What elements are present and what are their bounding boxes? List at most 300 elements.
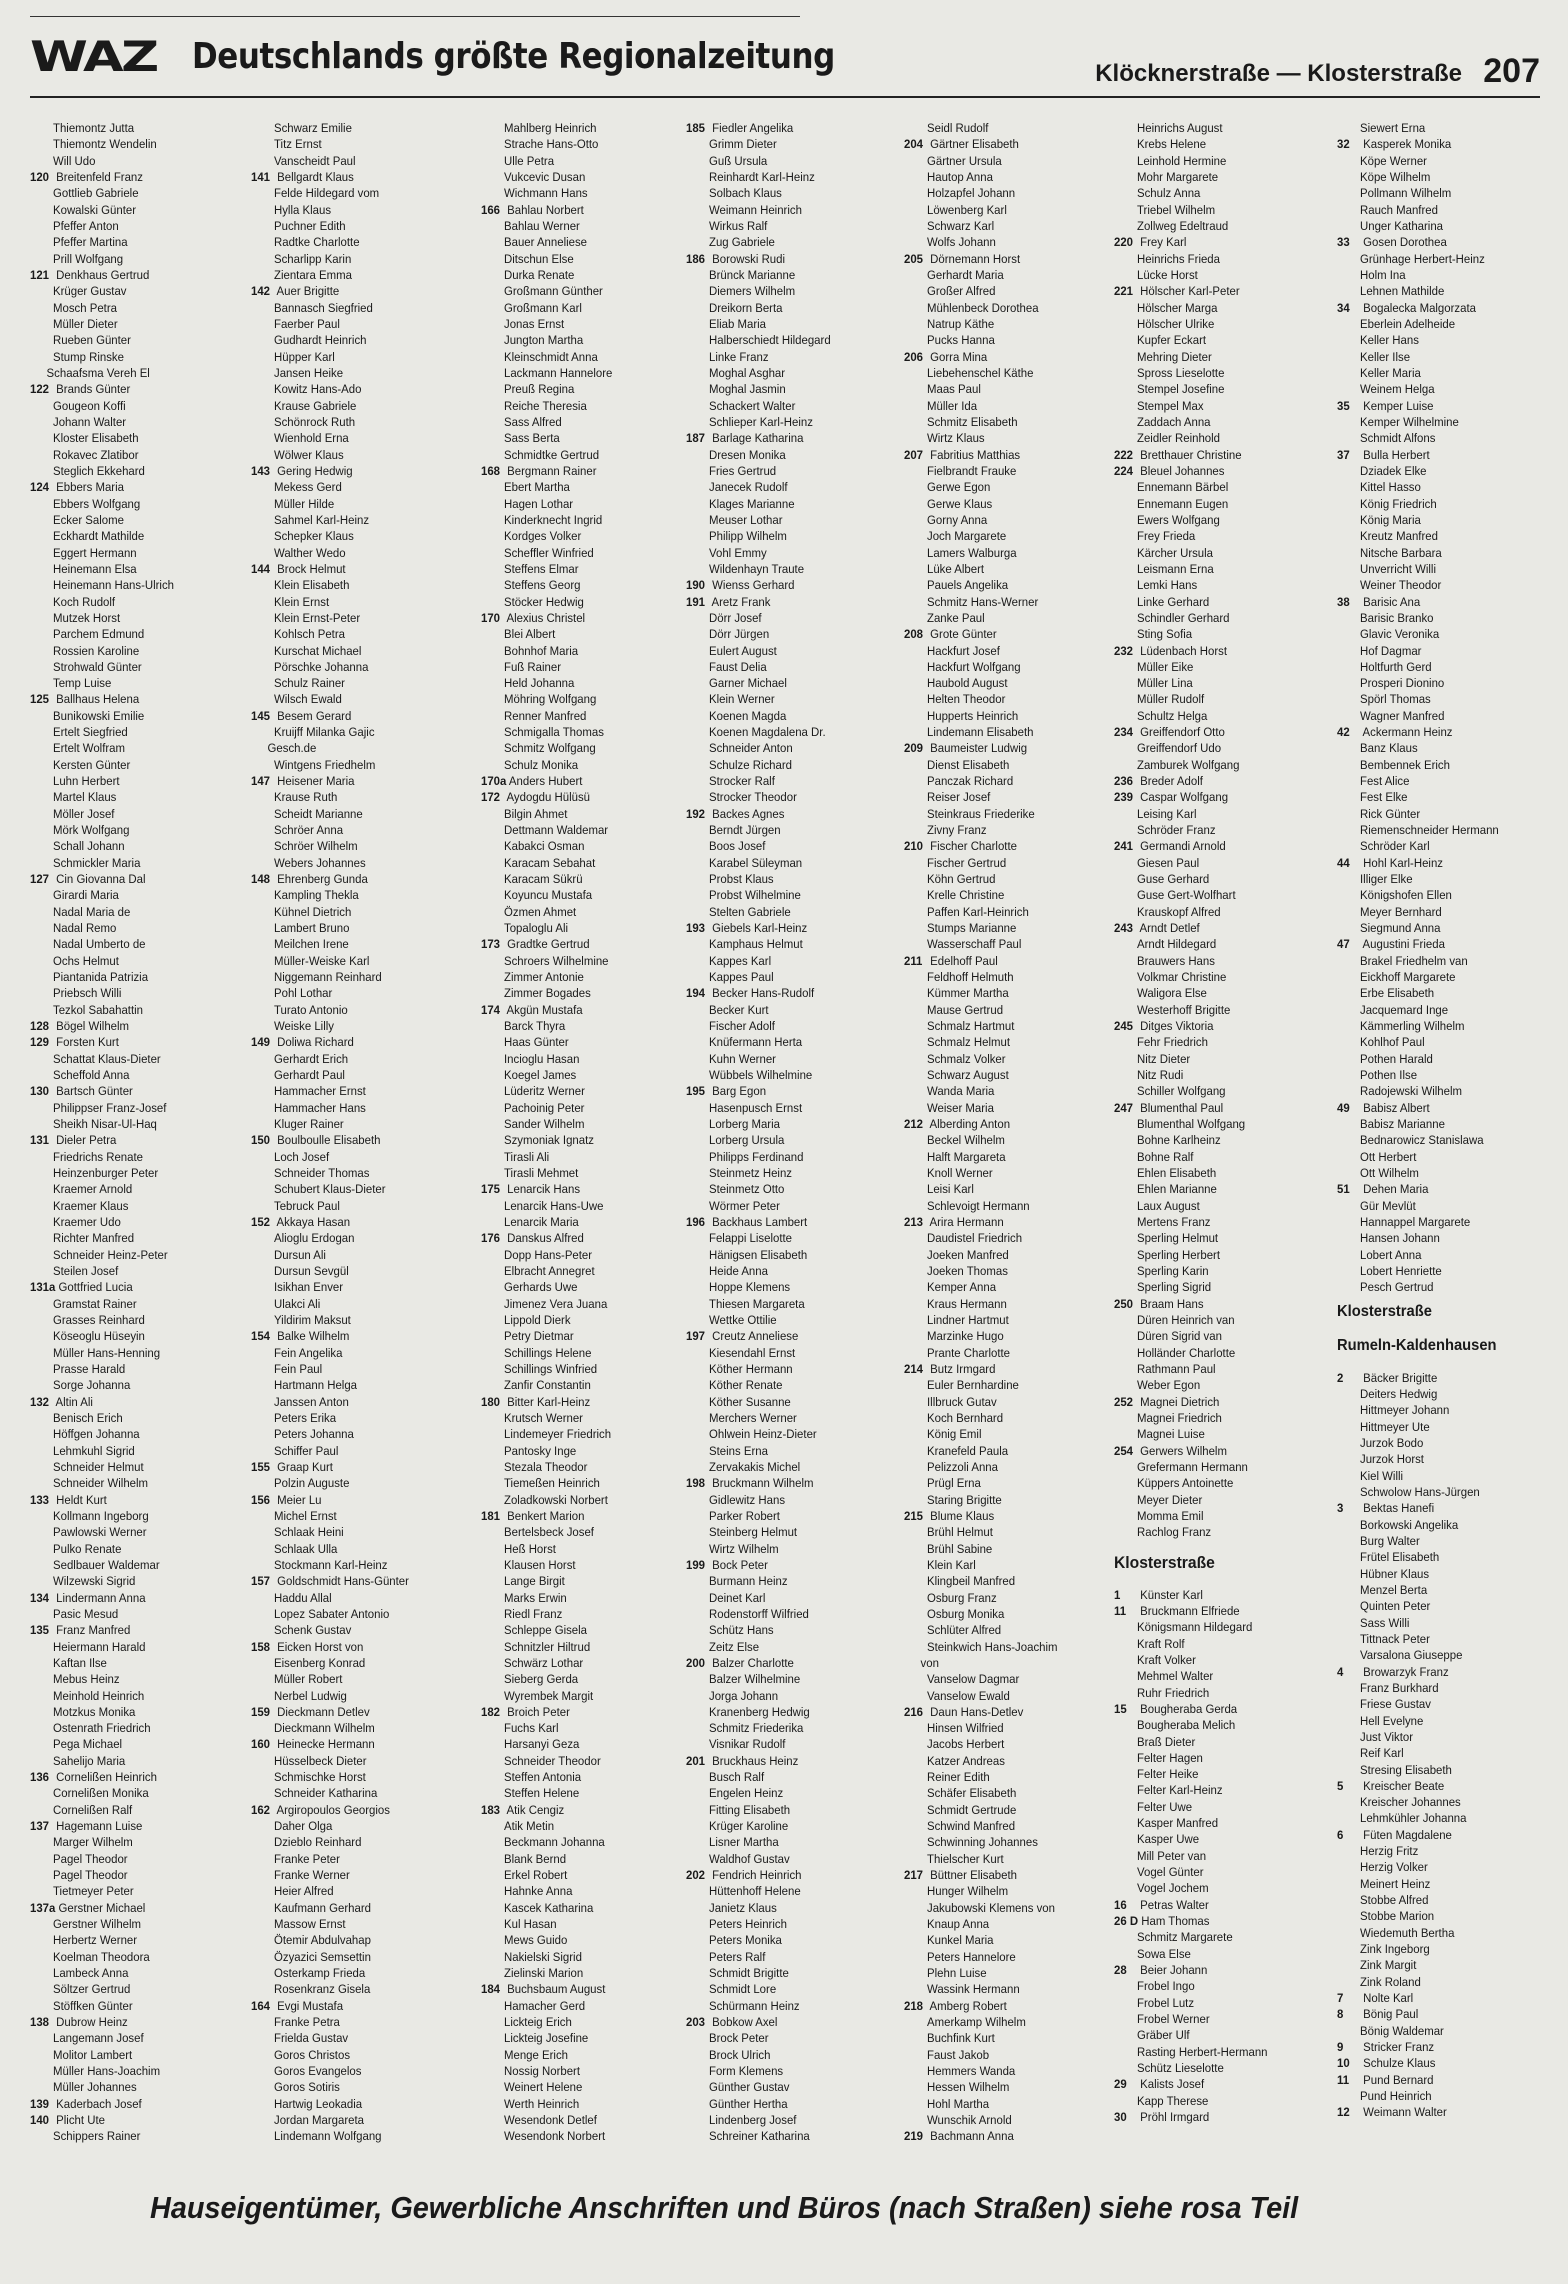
directory-entry: Zaddach Anna (1137, 414, 1211, 429)
directory-entry (904, 1508, 1102, 1524)
house-number: 201 (686, 1753, 706, 1768)
directory-entry: Schmitz Margarete (1137, 1930, 1233, 1945)
directory-entry: Schmidtke Gertrud (504, 447, 600, 462)
directory-entry: Klein Werner (709, 692, 775, 707)
directory-entry: Renner Manfred (504, 708, 587, 723)
directory-entry: Ennemann Eugen (1137, 496, 1229, 511)
directory-entry: Frobel Werner (1137, 2012, 1210, 2027)
directory-entry: Thielscher Kurt (927, 1851, 1004, 1866)
directory-entry: Wagner Manfred (1360, 708, 1445, 723)
house-number: 180 (481, 1394, 501, 1409)
directory-entry: Schulz Monika (504, 757, 579, 772)
directory-entry: Parker Robert (709, 1508, 780, 1523)
directory-entry: Felter Uwe (1137, 1799, 1193, 1814)
directory-entry: Schmidt Brigitte (709, 1966, 789, 1981)
directory-entry (686, 120, 884, 136)
directory-entry: Halft Margareta (927, 1149, 1006, 1164)
resident-name: Stricker Franz (1360, 2040, 1435, 2055)
directory-entry: Wörmer Peter (709, 1198, 780, 1213)
directory-entry: Wesendonk Detlef (504, 2113, 597, 2128)
directory-entry: Schmidt Lore (709, 1982, 777, 1997)
directory-entry: Tezkol Sabahattin (53, 1002, 143, 1017)
directory-entry (1114, 1701, 1312, 1717)
resident-name: Gerwers Wilhelm (1137, 1443, 1227, 1458)
directory-entry: Felde Hildegard vom (274, 186, 380, 201)
directory-entry: Eckhardt Mathilde (53, 529, 145, 544)
directory-entry (904, 740, 1102, 756)
directory-entry: Steilen Josef (53, 1263, 119, 1278)
resident-name: Lüdenbach Horst (1137, 643, 1227, 658)
directory-entry: Bohnhof Maria (504, 643, 579, 658)
directory-entry: Janssen Anton (274, 1394, 349, 1409)
directory-entry: Hölscher Ulrike (1137, 316, 1215, 331)
directory-entry: Gramstat Rainer (53, 1296, 137, 1311)
directory-entry: Unger Katharina (1360, 218, 1444, 233)
directory-entry: Wassink Hermann (927, 1982, 1020, 1997)
directory-entry (251, 169, 449, 185)
directory-entry: Molitor Lambert (53, 2047, 133, 2062)
house-number: 131 (30, 1133, 50, 1148)
directory-entry: Knoll Werner (927, 1166, 993, 1180)
directory-entry: Sperling Helmut (1137, 1231, 1219, 1246)
directory-entry: Vukcevic Dusan (504, 169, 586, 184)
house-number: 182 (481, 1704, 501, 1719)
directory-entry: Meyer Bernhard (1360, 904, 1442, 919)
directory-entry: Maas Paul (927, 382, 981, 397)
directory-entry: Riemenschneider Hermann (1360, 823, 1499, 838)
directory-entry: Hänigsen Elisabeth (709, 1247, 808, 1262)
directory-entry: Gudhardt Heinrich (274, 333, 367, 348)
house-number: 122 (30, 382, 50, 397)
directory-entry: Kampling Thekla (274, 888, 359, 903)
directory-entry: Zanke Paul (927, 610, 985, 625)
house-number: 220 (1114, 235, 1134, 250)
directory-entry: Kiesendahl Ernst (709, 1345, 796, 1360)
directory-entry: Kraft Volker (1137, 1652, 1196, 1667)
directory-entry (1114, 447, 1312, 463)
directory-entry (251, 1328, 449, 1344)
resident-name: Ebbers Maria (53, 480, 124, 495)
house-number: 11 (1114, 1603, 1127, 1618)
directory-entry (1337, 300, 1535, 316)
resident-name: Bogalecka Malgorzata (1360, 300, 1476, 315)
directory-entry: Schall Johann (53, 839, 125, 854)
directory-entry: Braß Dieter (1137, 1734, 1196, 1749)
house-number: 162 (251, 1802, 271, 1817)
directory-entry: Müller Hilde (274, 496, 335, 511)
directory-entry: Natrup Käthe (927, 316, 995, 331)
directory-entry: Thiemontz Wendelin (53, 137, 157, 152)
directory-entry: Westerhoff Brigitte (1137, 1002, 1231, 1017)
directory-entry: Kowitz Hans-Ado (274, 382, 362, 397)
directory-entry: Steins Erna (709, 1443, 768, 1458)
house-number: 183 (481, 1802, 501, 1817)
resident-name: Browarzyk Franz (1360, 1664, 1449, 1679)
directory-entry: Mehmel Walter (1137, 1669, 1214, 1684)
directory-entry (1114, 773, 1312, 789)
directory-entry: Jordan Margareta (274, 2113, 364, 2128)
house-number: 172 (481, 790, 501, 805)
directory-entry: Ehlen Elisabeth (1137, 1166, 1217, 1180)
directory-entry: Ulakci Ali (274, 1296, 321, 1311)
directory-entry: Heinemann Hans-Ulrich (53, 578, 175, 593)
house-number: 187 (686, 431, 706, 446)
resident-name: Ham Thomas (1138, 1914, 1210, 1929)
directory-entry: Hemmers Wanda (927, 2064, 1016, 2079)
directory-entry: Lange Birgit (504, 1574, 565, 1589)
directory-entry: Schneider Heinz-Peter (53, 1247, 168, 1262)
directory-entry: Mertens Franz (1137, 1214, 1211, 1229)
directory-entry: Steinmetz Heinz (709, 1166, 793, 1180)
directory-entry: Loch Josef (274, 1149, 330, 1164)
resident-name: Dehen Maria (1360, 1182, 1429, 1197)
footer-note: Hauseigentümer, Gewerbliche Anschriften und Büros (nach Straßen) siehe rosa Teil (150, 2190, 1299, 2225)
resident-name: Bobkow Axel (709, 2015, 778, 2030)
directory-entry: Jimenez Vera Juana (504, 1296, 608, 1311)
house-number: 154 (251, 1329, 271, 1344)
directory-entry: Kleinschmidt Anna (504, 349, 598, 364)
house-number: 125 (30, 692, 50, 707)
resident-name: Bougheraba Gerda (1137, 1701, 1238, 1716)
directory-entry: Gräber Ulf (1137, 2028, 1190, 2043)
resident-name: Dieler Petra (53, 1133, 117, 1148)
house-number: 224 (1114, 463, 1134, 478)
directory-entry: Tietmeyer Peter (53, 1884, 134, 1899)
page-number: 207 (1483, 52, 1540, 90)
directory-entry: Gerhardt Erich (274, 1051, 349, 1066)
resident-name: Akgün Mustafa (504, 1002, 583, 1017)
house-number: 3 (1337, 1501, 1344, 1516)
house-number: 29 (1114, 2077, 1127, 2092)
directory-entry: Hinsen Wilfried (927, 1721, 1004, 1736)
directory-entry: Hylla Klaus (274, 202, 332, 217)
directory-entry: Hannappel Margarete (1360, 1214, 1471, 1229)
column-3 (481, 120, 696, 2145)
directory-entry: Ott Wilhelm (1360, 1166, 1419, 1180)
directory-entry (686, 1867, 884, 1883)
directory-entry: Schmalz Helmut (927, 1035, 1010, 1050)
directory-entry: Ulle Petra (504, 153, 555, 168)
house-number: 158 (251, 1639, 271, 1654)
resident-name: Kalists Josef (1137, 2077, 1205, 2092)
directory-entry: Grünhage Herbert-Heinz (1360, 251, 1485, 266)
directory-entry: Wirtz Klaus (927, 431, 985, 446)
directory-entry (30, 1622, 228, 1638)
house-number: 142 (251, 284, 271, 299)
directory-entry: Lüke Albert (927, 561, 985, 576)
directory-entry: Zimmer Bogades (504, 986, 591, 1001)
directory-entry: Mill Peter van (1137, 1848, 1207, 1863)
directory-entry: Kreutz Manfred (1360, 529, 1438, 544)
directory-entry: Preuß Regina (504, 382, 575, 397)
directory-entry: Ditschun Else (504, 251, 574, 266)
directory-entry (251, 1704, 449, 1720)
directory-entry (1337, 724, 1535, 740)
directory-entry: Schwinning Johannes (927, 1835, 1038, 1850)
directory-entry: Sass Alfred (504, 414, 562, 429)
directory-entry: Jurzok Horst (1360, 1452, 1424, 1467)
resident-name: Bruckhaus Heinz (709, 1753, 799, 1768)
house-number: 194 (686, 986, 706, 1001)
directory-entry: Fuß Rainer (504, 659, 562, 674)
house-number: 216 (904, 1704, 924, 1719)
resident-name: Backhaus Lambert (709, 1214, 808, 1229)
directory-entry: Rosenkranz Gisela (274, 1982, 371, 1997)
resident-name: Heisener Maria (274, 774, 355, 789)
directory-entry: Kohlhof Paul (1360, 1035, 1425, 1050)
directory-entry: Sting Sofia (1137, 627, 1193, 642)
resident-name: Meier Lu (274, 1492, 322, 1507)
directory-entry: Frütel Elisabeth (1360, 1550, 1440, 1565)
directory-entry: Bohne Karlheinz (1137, 1133, 1221, 1148)
directory-entry: Kraemer Klaus (53, 1198, 129, 1213)
directory-entry: Kordges Volker (504, 529, 582, 544)
directory-entry: Schneider Thomas (274, 1166, 370, 1180)
directory-entry (686, 985, 884, 1001)
directory-entry (1337, 1100, 1535, 1116)
directory-entry: Nadal Umberto de (53, 937, 146, 952)
directory-entry (30, 1492, 228, 1508)
directory-entry: Stump Rinske (53, 349, 124, 364)
directory-entry: Burmann Heinz (709, 1574, 788, 1589)
directory-entry (251, 1802, 449, 1818)
resident-name: Fiedler Angelika (709, 121, 794, 135)
directory-entry (1114, 920, 1312, 936)
directory-entry: Tebruck Paul (274, 1198, 340, 1213)
directory-entry: Kascek Katharina (504, 1900, 594, 1915)
house-number: 221 (1114, 284, 1134, 299)
directory-entry (1337, 1664, 1535, 1680)
directory-entry (30, 1132, 228, 1148)
directory-entry (30, 1279, 228, 1295)
resident-name: Alberding Anton (927, 1117, 1011, 1132)
resident-name: Petras Walter (1137, 1897, 1209, 1912)
resident-name: Kreischer Beate (1360, 1778, 1445, 1793)
directory-entry: Varsalona Giuseppe (1360, 1648, 1463, 1663)
directory-entry: Kuhn Werner (709, 1051, 776, 1066)
resident-name: Fischer Charlotte (927, 839, 1017, 854)
directory-entry: Daudistel Friedrich (927, 1231, 1023, 1246)
directory-entry: Stobbe Alfred (1360, 1893, 1429, 1908)
directory-entry: Hackfurt Josef (927, 643, 1000, 658)
directory-entry: Visnikar Rudolf (709, 1737, 786, 1752)
house-number: 137a (30, 1900, 56, 1915)
resident-name: Pund Bernard (1360, 2072, 1434, 2087)
directory-entry: Franke Werner (274, 1868, 350, 1883)
directory-entry: Peters Hannelore (927, 1949, 1016, 1964)
directory-entry: Dieckmann Wilhelm (274, 1721, 375, 1736)
directory-entry: Pfeffer Martina (53, 235, 128, 250)
directory-entry: Kämmerling Wilhelm (1360, 1019, 1465, 1034)
directory-entry: von (920, 1655, 939, 1670)
house-number: 148 (251, 872, 271, 887)
directory-entry: Rueben Günter (53, 333, 131, 348)
directory-entry: Strocker Theodor (709, 790, 797, 805)
directory-entry: Kühnel Dietrich (274, 904, 352, 919)
directory-entry: Janietz Klaus (709, 1900, 777, 1915)
directory-entry: Pörschke Johanna (274, 659, 369, 674)
resident-name: Besem Gerard (274, 708, 352, 723)
directory-entry: Schulz Rainer (274, 676, 345, 691)
resident-name: Ballhaus Helena (53, 692, 140, 707)
directory-entry: Bannasch Siegfried (274, 300, 373, 315)
directory-entry: Cornelißen Monika (53, 1786, 149, 1801)
directory-entry: Bunikowski Emilie (53, 708, 145, 723)
directory-entry: Vanselow Ewald (927, 1688, 1010, 1703)
directory-entry: Friedrichs Renate (53, 1149, 143, 1164)
directory-entry: Erbe Elisabeth (1360, 986, 1435, 1001)
house-number: 204 (904, 137, 924, 152)
directory-entry: Leinhold Hermine (1137, 153, 1227, 168)
house-number: 209 (904, 741, 924, 756)
resident-name: Arira Hermann (927, 1214, 1004, 1229)
resident-name: Lindermann Anna (53, 1590, 146, 1605)
directory-entry: Hunger Wilhelm (927, 1884, 1009, 1899)
directory-entry: Stumps Marianne (927, 921, 1017, 936)
directory-entry: Fielbrandt Frauke (927, 463, 1017, 478)
directory-entry (30, 1018, 228, 1034)
directory-entry (30, 169, 228, 185)
directory-entry: Brühl Helmut (927, 1525, 993, 1540)
directory-entry: Krebs Helene (1137, 137, 1207, 152)
directory-entry: Schröder Karl (1360, 839, 1430, 854)
directory-entry: Koegel James (504, 1068, 577, 1083)
directory-entry: Erkel Robert (504, 1868, 568, 1883)
directory-entry: Schmickler Maria (53, 855, 141, 870)
resident-name: Bergmann Rainer (504, 463, 597, 478)
house-number: 198 (686, 1476, 706, 1491)
directory-entry: Kurschat Michael (274, 643, 362, 658)
directory-entry: Felter Karl-Heinz (1137, 1783, 1223, 1798)
directory-entry: Gerhardt Maria (927, 267, 1004, 282)
directory-entry: Jonas Ernst (504, 316, 565, 331)
directory-entry: Guse Gerhard (1137, 872, 1210, 887)
directory-entry: Kamphaus Helmut (709, 937, 803, 952)
resident-name: Germandi Arnold (1137, 839, 1226, 854)
directory-entry: Gerhards Uwe (504, 1280, 578, 1295)
house-number: 132 (30, 1394, 50, 1409)
resident-name: Denkhaus Gertrud (53, 267, 150, 282)
directory-entry: Puchner Edith (274, 218, 346, 233)
directory-entry: Schmalz Volker (927, 1051, 1006, 1066)
directory-entry: Kruijff Milanka Gajic (274, 725, 375, 740)
directory-entry (1114, 234, 1312, 250)
resident-name: Fendrich Heinrich (709, 1868, 802, 1883)
directory-entry (481, 1181, 679, 1197)
directory-entry: Ohlwein Heinz-Dieter (709, 1427, 817, 1442)
directory-entry: Hittmeyer Johann (1360, 1403, 1450, 1418)
house-number: 250 (1114, 1296, 1134, 1311)
directory-entry (30, 871, 228, 887)
resident-name: Wienss Gerhard (709, 578, 795, 593)
directory-entry: Zug Gabriele (709, 235, 775, 250)
resident-name: Braam Hans (1137, 1296, 1204, 1311)
directory-entry: Polzin Auguste (274, 1476, 350, 1491)
directory-entry: Temp Luise (53, 676, 112, 691)
resident-name: Grote Günter (927, 627, 997, 642)
directory-entry (904, 1998, 1102, 2014)
directory-entry (686, 594, 884, 610)
house-number: 252 (1114, 1394, 1134, 1409)
directory-entry: Mahlberg Heinrich (504, 121, 597, 135)
directory-entry: Gerstner Wilhelm (53, 1917, 142, 1932)
house-number: 164 (251, 1998, 271, 2013)
directory-entry: Marzinke Hugo (927, 1329, 1004, 1344)
house-number: 38 (1337, 594, 1350, 609)
directory-entry: Prante Charlotte (927, 1345, 1011, 1360)
directory-entry (904, 1867, 1102, 1883)
directory-entry: Weinert Helene (504, 2080, 583, 2095)
directory-entry: Prosperi Dionino (1360, 676, 1445, 691)
directory-entry: Wasserschaff Paul (927, 937, 1022, 952)
directory-entry: Arndt Hildegard (1137, 937, 1217, 952)
directory-entry: Katzer Andreas (927, 1753, 1005, 1768)
directory-entry: Holzapfel Johann (927, 186, 1016, 201)
directory-entry: Marks Erwin (504, 1590, 567, 1605)
directory-entry (30, 1818, 228, 1834)
directory-entry (904, 447, 1102, 463)
directory-entry (1114, 643, 1312, 659)
directory-entry (1114, 283, 1312, 299)
resident-name: Becker Hans-Rudolf (709, 986, 815, 1001)
column-4 (686, 120, 901, 2145)
directory-entry: Müller Eike (1137, 659, 1194, 674)
directory-entry: Kaufmann Gerhard (274, 1900, 371, 1915)
directory-entry: Scheffler Winfried (504, 545, 594, 560)
directory-entry: Schepker Klaus (274, 529, 354, 544)
section-heading: Klosterstraße (1114, 1552, 1215, 1572)
directory-entry: Haas Günter (504, 1035, 569, 1050)
directory-entry: Lindner Hartmut (927, 1312, 1009, 1327)
resident-name: Dörnemann Horst (927, 251, 1021, 266)
directory-entry: Wirtz Wilhelm (709, 1541, 779, 1556)
directory-entry: Faerber Paul (274, 316, 340, 331)
house-number: 210 (904, 839, 924, 854)
directory-entry: Tiemeßen Heinrich (504, 1476, 600, 1491)
directory-entry: Spörl Thomas (1360, 692, 1431, 707)
directory-entry: Ebbers Wolfgang (53, 496, 141, 511)
directory-entry: Schwarz Karl (927, 218, 995, 233)
directory-entry: Kapp Therese (1137, 2093, 1209, 2108)
directory-entry: Söltzer Gertrud (53, 1982, 131, 1997)
resident-name: Füten Magdalene (1360, 1827, 1452, 1842)
newspaper-tagline: Deutschlands größte Regionalzeitung (192, 36, 835, 77)
resident-name: Akkaya Hasan (274, 1214, 351, 1229)
directory-entry: Pucks Hanna (927, 333, 995, 348)
house-number: 191 (686, 594, 706, 609)
directory-entry: Ertelt Siegfried (53, 725, 128, 740)
section-heading: Klosterstraße (1337, 1302, 1432, 1320)
directory-entry: Krause Ruth (274, 790, 338, 805)
directory-entry: Krelle Christine (927, 888, 1005, 903)
directory-entry: Dettmann Waldemar (504, 823, 609, 838)
resident-name: Ditges Viktoria (1137, 1019, 1214, 1034)
directory-entry: Brakel Friedhelm van (1360, 953, 1468, 968)
directory-entry: Pesch Gertrud (1360, 1280, 1434, 1295)
directory-entry: Jansen Heike (274, 365, 344, 380)
directory-entry: Hohl Martha (927, 2096, 990, 2111)
house-number: 15 (1114, 1701, 1127, 1716)
resident-name: Ehrenberg Gunda (274, 872, 368, 887)
resident-name: Bleuel Johannes (1137, 463, 1225, 478)
directory-entry: Müller Robert (274, 1672, 343, 1687)
directory-entry: Kloster Elisabeth (53, 431, 139, 446)
resident-name: Buchsbaum August (504, 1982, 606, 1997)
directory-entry: Brock Peter (709, 2031, 769, 2046)
directory-entry: Schattat Klaus-Dieter (53, 1051, 161, 1066)
directory-entry: Fest Elke (1360, 790, 1408, 805)
directory-entry: Lindemeyer Friedrich (504, 1427, 612, 1442)
